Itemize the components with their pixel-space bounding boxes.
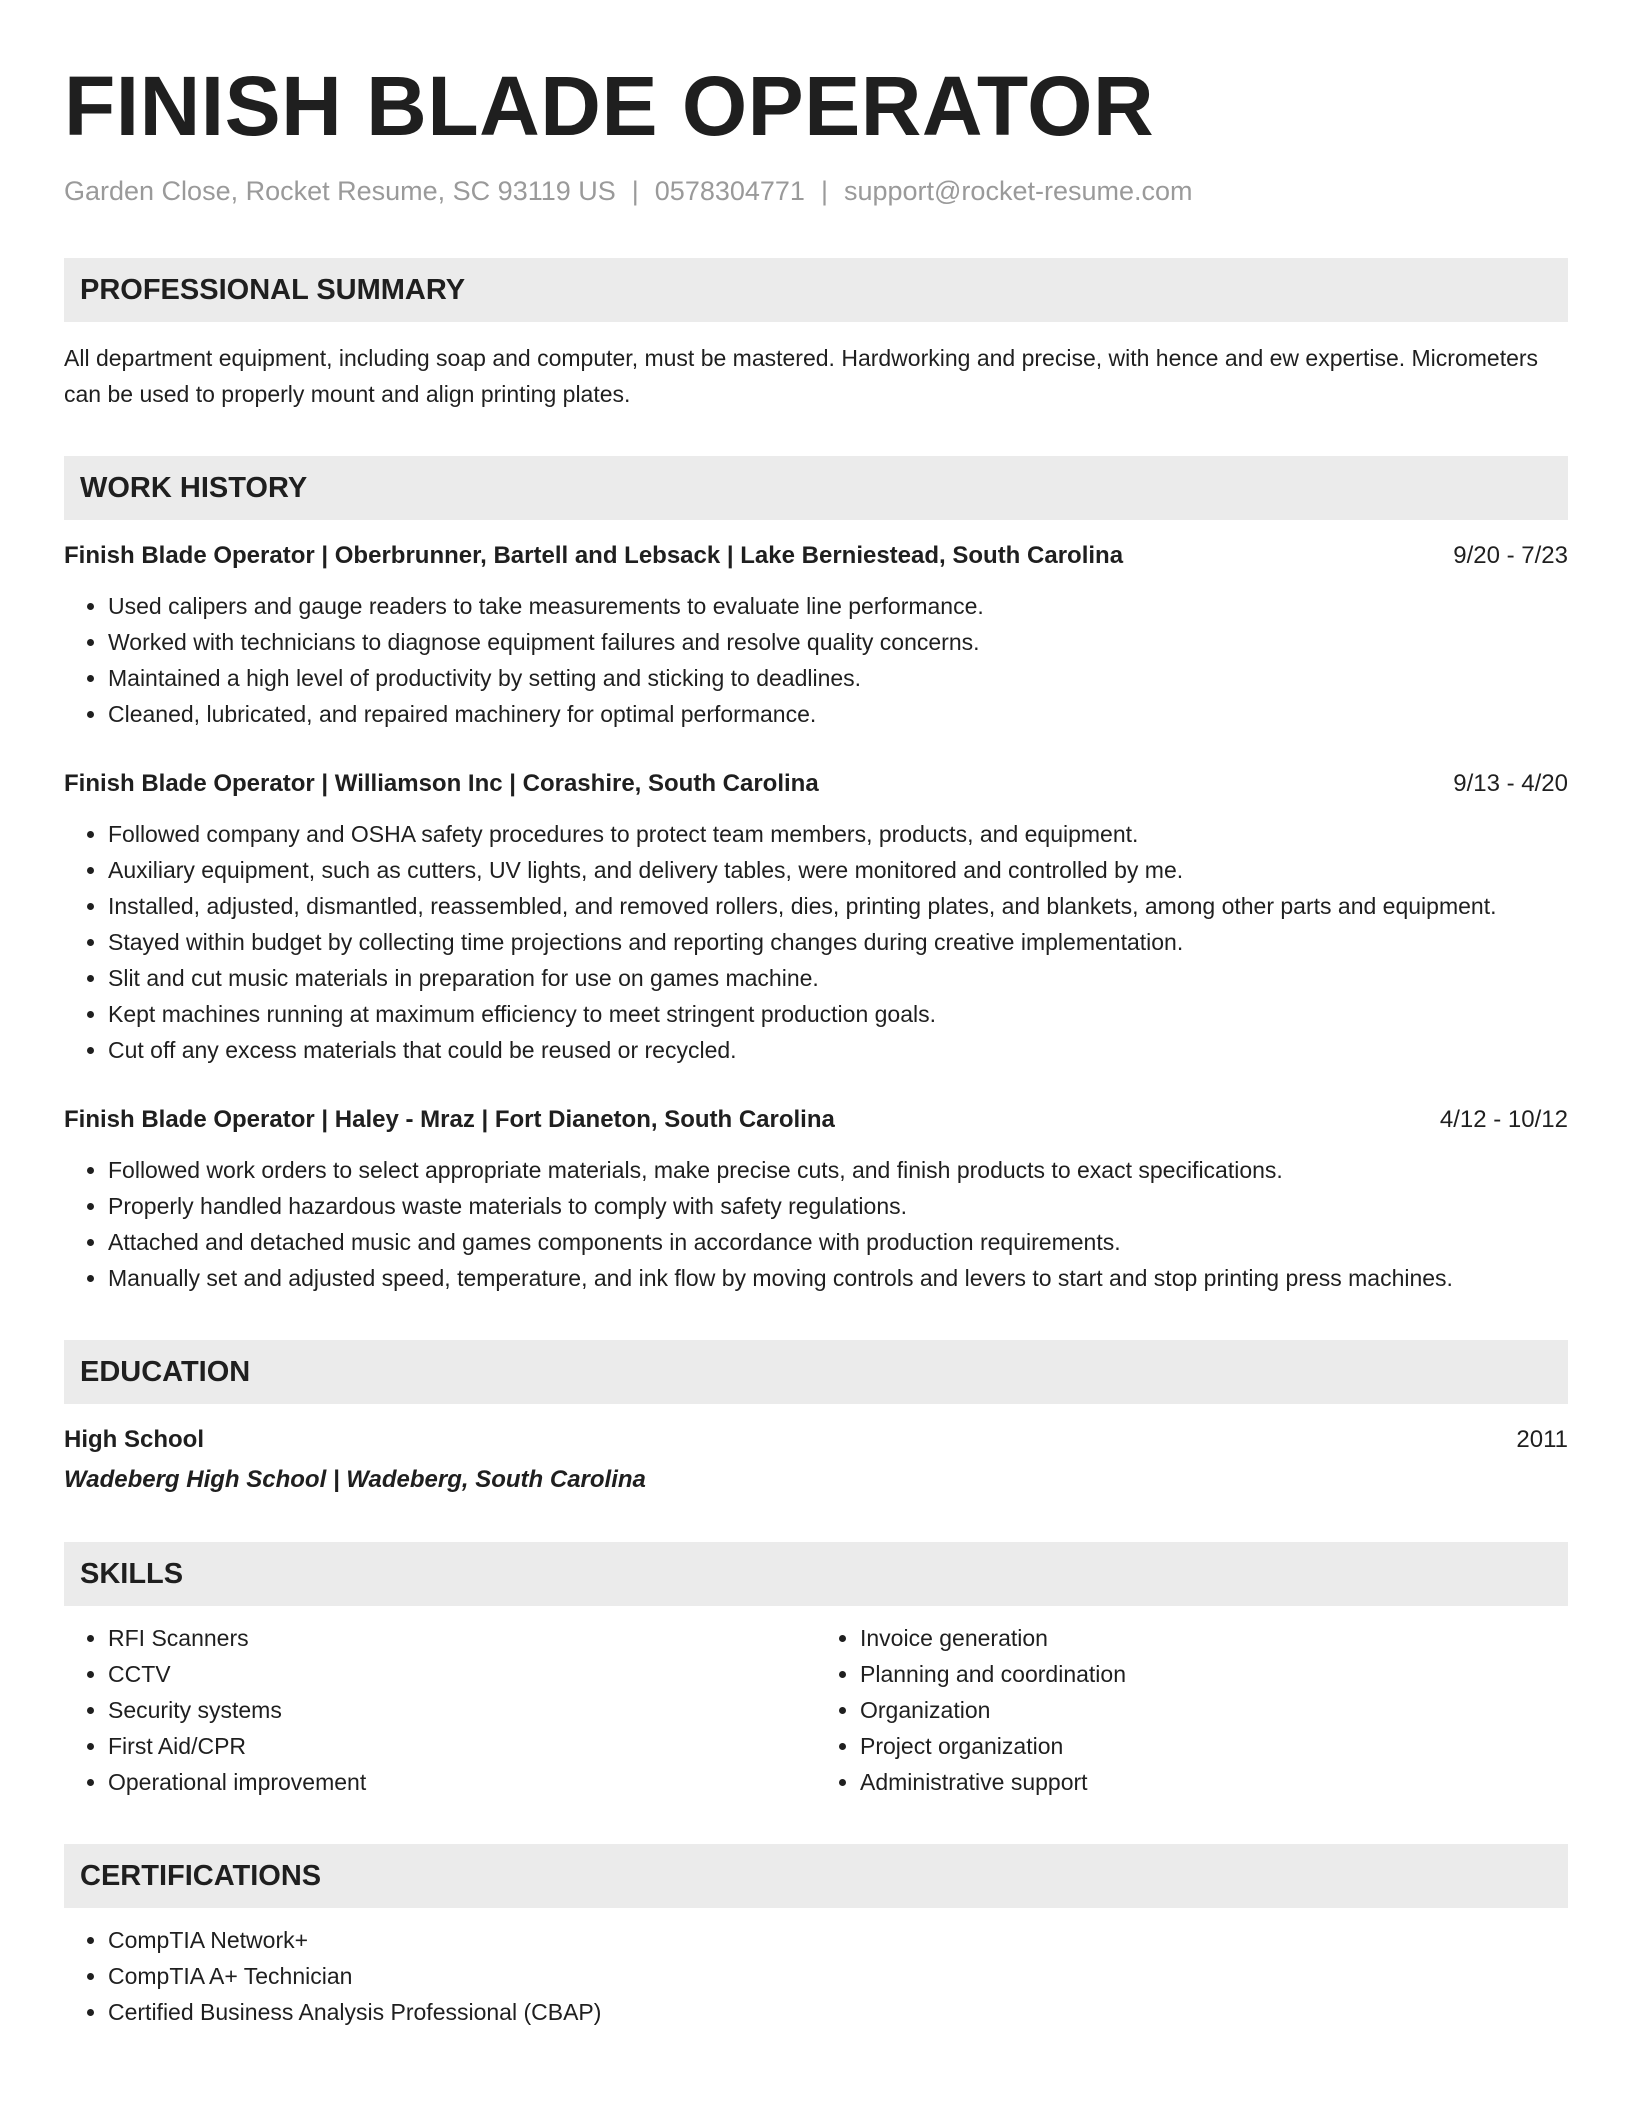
job-dates: 9/20 - 7/23 xyxy=(1453,542,1568,569)
job-dates: 9/13 - 4/20 xyxy=(1453,770,1568,797)
list-item: • CompTIA Network+ xyxy=(108,1922,1568,1958)
list-item: • Installed, adjusted, dismantled, reassembled, and removed rollers, dies, printing plates, and blankets, among other parts and equipment. xyxy=(108,888,1568,924)
contact-line xyxy=(64,174,1568,208)
summary-text: All department equipment, including soap and computer, must be mastered. Hardworking and precise, with hence and ew expertise. Micrometers can be used to properly mount and align printing plates. xyxy=(64,345,1539,407)
list-item: • First Aid/CPR xyxy=(108,1728,816,1764)
contact-separator: | xyxy=(820,176,828,206)
education-year: 2011 xyxy=(1516,1426,1568,1453)
list-item: • Properly handled hazardous waste materials to comply with safety regulations. xyxy=(108,1188,1568,1224)
list-item: • Administrative support xyxy=(860,1764,1568,1800)
job-title: Finish Blade Operator | Williamson Inc | Corashire, South Carolina xyxy=(64,770,819,797)
list-item: • Used calipers and gauge readers to take measurements to evaluate line performance. xyxy=(108,588,1568,624)
education-school: Wadeberg High School | Wadeberg, South Carolina xyxy=(64,1466,646,1493)
list-item: • Project organization xyxy=(860,1728,1568,1764)
section-heading-certifications: CERTIFICATIONS xyxy=(64,1844,1568,1908)
contact-address: Garden Close, Rocket Resume, SC 93119 US xyxy=(64,176,616,206)
list-item: • Attached and detached music and games components in accordance with production requirements. xyxy=(108,1224,1568,1260)
job-header xyxy=(64,766,1568,802)
section-heading-education: EDUCATION xyxy=(64,1340,1568,1404)
section-heading-skills: SKILLS xyxy=(64,1542,1568,1606)
list-item: • Certified Business Analysis Professional (CBAP) xyxy=(108,1994,1568,2030)
section-heading-work-history: WORK HISTORY xyxy=(64,456,1568,520)
job-bullets xyxy=(64,816,1568,1068)
list-item: • Worked with technicians to diagnose equipment failures and resolve quality concerns. xyxy=(108,624,1568,660)
list-item: • Kept machines running at maximum efficiency to meet stringent production goals. xyxy=(108,996,1568,1032)
list-item: • Stayed within budget by collecting time projections and reporting changes during creative implementation. xyxy=(108,924,1568,960)
contact-separator: | xyxy=(631,176,639,206)
list-item: • Cleaned, lubricated, and repaired machinery for optimal performance. xyxy=(108,696,1568,732)
job-title: Finish Blade Operator | Haley - Mraz | Fort Dianeton, South Carolina xyxy=(64,1106,835,1133)
list-item: • Auxiliary equipment, such as cutters, UV lights, and delivery tables, were monitored and controlled by me. xyxy=(108,852,1568,888)
job-title: Finish Blade Operator | Oberbrunner, Bartell and Lebsack | Lake Berniestead, South Carolina xyxy=(64,542,1124,569)
resume-name: FINISH BLADE OPERATOR xyxy=(64,59,1155,153)
job-dates: 4/12 - 10/12 xyxy=(1439,1106,1568,1133)
list-item: • RFI Scanners xyxy=(108,1620,816,1656)
job-header xyxy=(64,1102,1568,1138)
job-entry-3 xyxy=(64,1102,1568,1296)
contact-phone: 0578304771 xyxy=(654,176,805,206)
list-item: • Organization xyxy=(860,1692,1568,1728)
section-heading-summary: PROFESSIONAL SUMMARY xyxy=(64,258,1568,322)
skills-columns xyxy=(64,1620,1568,1800)
list-item: • Followed company and OSHA safety procedures to protect team members, products, and equipment. xyxy=(108,816,1568,852)
certifications-list xyxy=(64,1922,1568,2030)
job-entry-1 xyxy=(64,538,1568,732)
list-item: • Cut off any excess materials that could be reused or recycled. xyxy=(108,1032,1568,1068)
job-bullets xyxy=(64,588,1568,732)
list-item: • Slit and cut music materials in preparation for use on games machine. xyxy=(108,960,1568,996)
list-item: • Operational improvement xyxy=(108,1764,816,1800)
education-header xyxy=(64,1422,1568,1458)
list-item: • Followed work orders to select appropriate materials, make precise cuts, and finish products to exact specifications. xyxy=(108,1152,1568,1188)
skills-list-right xyxy=(816,1620,1568,1800)
list-item: • CCTV xyxy=(108,1656,816,1692)
certifications-block xyxy=(64,1922,1568,2030)
education-entry xyxy=(64,1422,1568,1498)
job-entry-2 xyxy=(64,766,1568,1068)
list-item: • Security systems xyxy=(108,1692,816,1728)
skills-list-left xyxy=(64,1620,816,1800)
contact-email: support@rocket-resume.com xyxy=(843,176,1193,206)
list-item: • Maintained a high level of productivity by setting and sticking to deadlines. xyxy=(108,660,1568,696)
list-item: • Invoice generation xyxy=(860,1620,1568,1656)
education-degree: High School xyxy=(64,1426,204,1453)
list-item: • Manually set and adjusted speed, temperature, and ink flow by moving controls and levers to start and stop printing press machines. xyxy=(108,1260,1568,1296)
list-item: • Planning and coordination xyxy=(860,1656,1568,1692)
job-header xyxy=(64,538,1568,574)
job-bullets xyxy=(64,1152,1568,1296)
list-item: • CompTIA A+ Technician xyxy=(108,1958,1568,1994)
